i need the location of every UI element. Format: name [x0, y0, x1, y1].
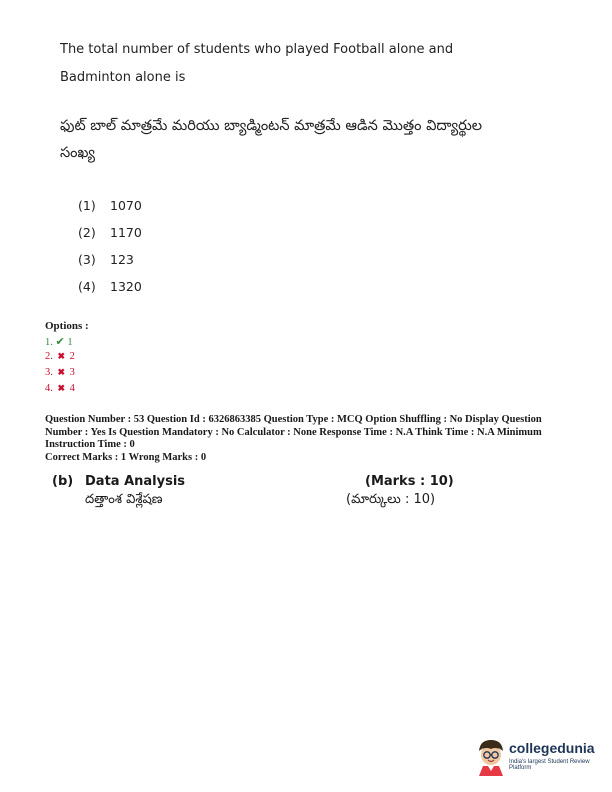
- metadata-line: Question Number : 53 Question Id : 6326863385 Question Type : MCQ Option Shuffling : No Display Question: [45, 414, 542, 425]
- choice-3: [78, 252, 134, 267]
- cross-icon: ✖: [57, 351, 66, 361]
- option-index: 3.: [45, 367, 53, 378]
- question-text-english: The total number of students who played Football alone and Badminton alone is: [60, 42, 454, 85]
- option-item-3: [45, 367, 75, 378]
- choice-2: [78, 225, 142, 240]
- option-value: 3: [69, 367, 75, 378]
- option-item-4: [45, 383, 75, 394]
- option-value: 1: [67, 337, 73, 348]
- option-value: 4: [69, 383, 75, 394]
- choice-value: 1170: [110, 225, 142, 240]
- choice-value: 1070: [110, 198, 142, 213]
- option-index: 4.: [45, 383, 53, 394]
- section-title: Data Analysis: [85, 474, 186, 489]
- option-item-2: [45, 351, 75, 362]
- question-text-telugu: ఫుట్ బాల్ మాత్రమే మరియు బ్యాడ్మింటన్ మాత్రమే ఆడిన మొత్తం విద్యార్థుల సంఖ్య: [60, 118, 482, 161]
- logo-mascot-icon: [474, 737, 508, 777]
- choice-number: (2): [78, 225, 96, 240]
- choice-number: (3): [78, 252, 96, 267]
- section-marks-telugu: (మార్కులు : 10): [346, 492, 436, 507]
- option-item-1: [45, 335, 73, 348]
- choice-number: (4): [78, 279, 96, 294]
- choice-number: (1): [78, 198, 96, 213]
- metadata-line: Number : Yes Is Question Mandatory : No Calculator : None Response Time : N.A Think Time : N.A Minimum: [45, 426, 542, 438]
- cross-icon: ✖: [57, 367, 66, 377]
- metadata-line: Instruction Time : 0: [45, 439, 135, 450]
- question-metadata: [45, 414, 565, 464]
- check-icon: ✔: [55, 336, 65, 348]
- section-title-telugu: దత్తాంశ విశ్లేషణ: [85, 492, 163, 507]
- option-index: 2.: [45, 351, 53, 362]
- cross-icon: ✖: [57, 383, 66, 393]
- choice-value: 123: [110, 252, 134, 267]
- choice-1: [78, 198, 142, 213]
- logo-tagline: India's largest Student Review Platform: [509, 759, 590, 771]
- section-marks: (Marks : 10): [365, 474, 454, 489]
- option-value: 2: [69, 351, 75, 362]
- choice-4: [78, 279, 142, 294]
- section-label: (b): [52, 474, 74, 489]
- option-index: 1.: [45, 337, 53, 348]
- choice-value: 1320: [110, 279, 142, 294]
- metadata-line: Correct Marks : 1 Wrong Marks : 0: [45, 451, 207, 463]
- logo-name: collegedunia: [509, 740, 595, 756]
- options-title: Options :: [45, 320, 89, 332]
